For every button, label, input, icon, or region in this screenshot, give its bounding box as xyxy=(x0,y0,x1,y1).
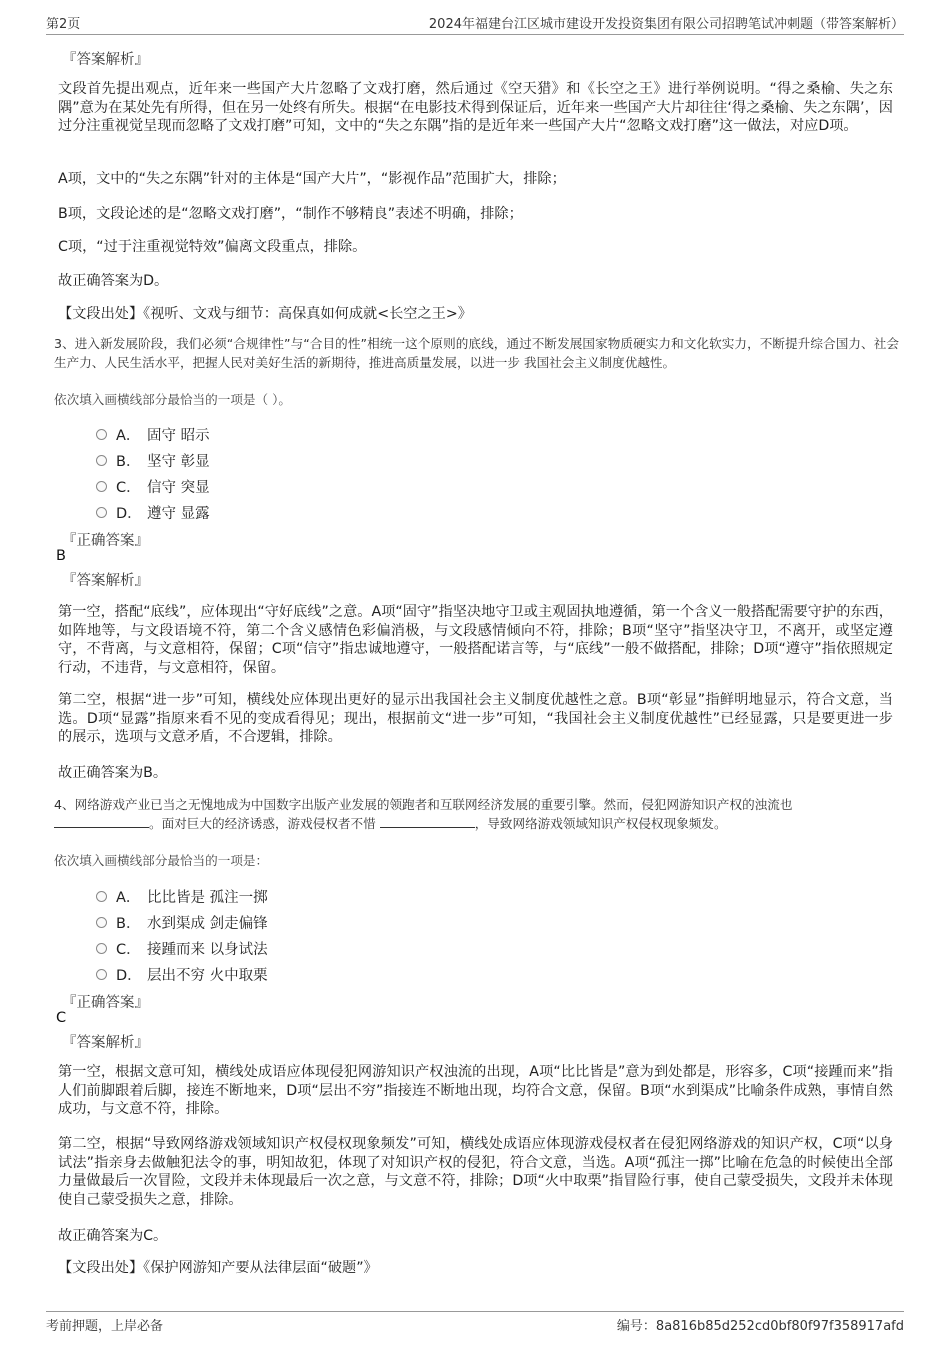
q3-correct-label: 『正确答案』 xyxy=(62,533,149,549)
q3-prompt: 依次填入画横线部分最恰当的一项是（ ）。 xyxy=(54,392,291,407)
q4-option-c[interactable] xyxy=(96,938,268,959)
q4-question-part-3: ，导致网络游戏领域知识产权侵权现象频发。 xyxy=(474,816,727,831)
option-text: 层出不穷 火中取栗 xyxy=(147,968,268,984)
q4-analysis-paragraph-2: 第二空，根据“导致网络游戏领域知识产权侵权现象频发”可知，横线处成语应体现游戏侵权者在侵犯网络游戏的知识产权，C项“以身试法”指亲身去做触犯法令的事，明知故犯，体现了对知识产权的侵犯，符合文意，当选。A项“孤注一掷”比喻在危急的时候使出全部力量做最后一次冒险，文段并未体现最后一次之意，与文意不符，排除；D项“火中取栗”指冒险行事，使自己蒙受损失，文段并未体现使自己蒙受损失之意，排除。 xyxy=(58,1136,893,1208)
footer-slogan: 考前押题，上岸必备 xyxy=(46,1319,164,1334)
q4-question-part-1: 4、网络游戏产业已当之无愧地成为中国数字出版产业发展的领跑者和互联网经济发展的重要引擎。然而，侵犯网游知识产权的浊流也 xyxy=(54,797,793,812)
q4-prompt: 依次填入画横线部分最恰当的一项是： xyxy=(54,853,269,868)
radio-icon[interactable] xyxy=(96,455,107,466)
option-text: 水到渠成 剑走偏锋 xyxy=(147,916,268,932)
code-label: 编号： xyxy=(616,1319,656,1334)
option-letter: C． xyxy=(116,942,141,958)
q3-conclusion: 故正确答案为B。 xyxy=(58,765,168,781)
option-letter: D． xyxy=(116,968,142,984)
q4-source: 【文段出处】《保护网游知产要从法律层面“破题”》 xyxy=(58,1260,378,1276)
q2-analysis-paragraph: 文段首先提出观点，近年来一些国产大片忽略了文戏打磨，然后通过《空天猎》和《长空之王》进行举例说明。“得之桑榆、失之东隅”意为在某处先有所得，但在另一处终有所失。根据“在电影技术得到保证后，近年来一些国产大片却往往‘得之桑榆、失之东隅’，因过分注重视觉呈现而忽略了文戏打磨”可知，文中的“失之东隅”指的是近年来一些国产大片“忽略文戏打磨”这一做法，对应D项。 xyxy=(58,81,893,134)
q2-option-c-explanation: C项，“过于注重视觉特效”偏离文段重点，排除。 xyxy=(58,239,367,255)
q3-analysis-label: 『答案解析』 xyxy=(62,573,149,589)
option-letter: B． xyxy=(116,454,141,470)
q4-option-d[interactable] xyxy=(96,964,268,985)
radio-icon[interactable] xyxy=(96,969,107,980)
option-text: 接踵而来 以身试法 xyxy=(147,942,268,958)
radio-icon[interactable] xyxy=(96,481,107,492)
radio-icon[interactable] xyxy=(96,891,107,902)
q3-correct-answer: B xyxy=(56,548,66,564)
page-header xyxy=(46,10,904,35)
q2-source: 【文段出处】《视听、文戏与细节：高保真如何成就<长空之王>》 xyxy=(58,306,472,322)
q3-analysis-paragraph-2: 第二空，根据“进一步”可知，横线处应体现出更好的显示出我国社会主义制度优越性之意。B项“彰显”指鲜明地显示，符合文意，当选。D项“显露”指原来看不见的变成看得见；现出，根据前文“进一步”可知，“我国社会主义制度优越性”已经显露，只是要更进一步的展示，选项与文意矛盾，不合逻辑，排除。 xyxy=(58,692,893,745)
q2-option-a-explanation: A项，文中的“失之东隅”针对的主体是“国产大片”，“影视作品”范围扩大，排除； xyxy=(58,171,566,187)
q3-question-text: 3、进入新发展阶段，我们必须“合规律性”与“合目的性”相统一这个原则的底线，通过不断发展国家物质硬实力和文化软实力，不断提升综合国力、社会生产力、人民生活水平，把握人民对美好生活的新期待，推进高质量发展，以进一步 我国社会主义制度优越性。 xyxy=(54,336,899,370)
option-letter: D． xyxy=(116,506,142,522)
option-letter: A． xyxy=(116,428,141,444)
q3-option-b[interactable] xyxy=(96,450,210,471)
option-text: 坚守 彰显 xyxy=(147,454,210,470)
q3-option-a[interactable] xyxy=(96,424,210,445)
option-letter: C． xyxy=(116,480,141,496)
option-text: 遵守 显露 xyxy=(147,506,210,522)
page-footer xyxy=(46,1311,904,1334)
q4-conclusion: 故正确答案为C。 xyxy=(58,1228,168,1244)
option-text: 比比皆是 孤注一掷 xyxy=(147,890,268,906)
q4-blank-1 xyxy=(54,815,149,828)
q4-blank-2 xyxy=(380,815,475,828)
code-value: 8a816b85d252cd0bf80f97f358917afd xyxy=(655,1319,904,1334)
q4-option-a[interactable] xyxy=(96,886,268,907)
document-code xyxy=(617,1315,904,1334)
radio-icon[interactable] xyxy=(96,507,107,518)
q4-correct-answer: C xyxy=(56,1010,67,1026)
document-title: 2024年福建台江区城市建设开发投资集团有限公司招聘笔试冲刺题（带答案解析） xyxy=(428,17,904,32)
option-text: 信守 突显 xyxy=(147,480,210,496)
q3-option-d[interactable] xyxy=(96,502,210,523)
page-number: 第2页 xyxy=(46,17,81,32)
q4-option-b[interactable] xyxy=(96,912,268,933)
q2-option-b-explanation: B项，文段论述的是“忽略文戏打磨”，“制作不够精良”表述不明确，排除； xyxy=(58,206,523,222)
radio-icon[interactable] xyxy=(96,429,107,440)
q4-analysis-label: 『答案解析』 xyxy=(62,1035,149,1051)
q2-analysis-label: 『答案解析』 xyxy=(62,52,149,68)
q4-analysis-paragraph-1: 第一空，根据文意可知，横线处成语应体现侵犯网游知识产权浊流的出现，A项“比比皆是”意为到处都是，形容多，C项“接踵而来”指人们前脚跟着后脚，接连不断地来，D项“层出不穷”指接连不断地出现，均符合文意，保留。B项“水到渠成”比喻条件成熟，事情自然成功，与文意不符，排除。 xyxy=(58,1064,893,1117)
q4-question-part-2: 。面对巨大的经济诱惑，游戏侵权者不惜 xyxy=(149,816,376,831)
q2-conclusion: 故正确答案为D。 xyxy=(58,273,169,289)
radio-icon[interactable] xyxy=(96,943,107,954)
option-letter: B． xyxy=(116,916,141,932)
q4-correct-label: 『正确答案』 xyxy=(62,995,149,1011)
option-letter: A． xyxy=(116,890,141,906)
q4-question-text xyxy=(54,795,899,833)
radio-icon[interactable] xyxy=(96,917,107,928)
q3-analysis-paragraph-1: 第一空，搭配“底线”，应体现出“守好底线”之意。A项“固守”指坚决地守卫或主观固执地遵循，第一个含义一般搭配需要守护的东西，如阵地等，与文段语境不符，第二个含义感情色彩偏消极，与文段感情倾向不符，排除；B项“坚守”指坚决守卫，不离开，或坚定遵守，不背离，与文意相符，保留；C项“信守”指忠诚地遵守，一般搭配诺言等，与“底线”一般不做搭配，排除；D项“遵守”指依照规定行动，不违背，与文意相符，保留。 xyxy=(58,604,893,676)
option-text: 固守 昭示 xyxy=(147,428,210,444)
q3-option-c[interactable] xyxy=(96,476,210,497)
